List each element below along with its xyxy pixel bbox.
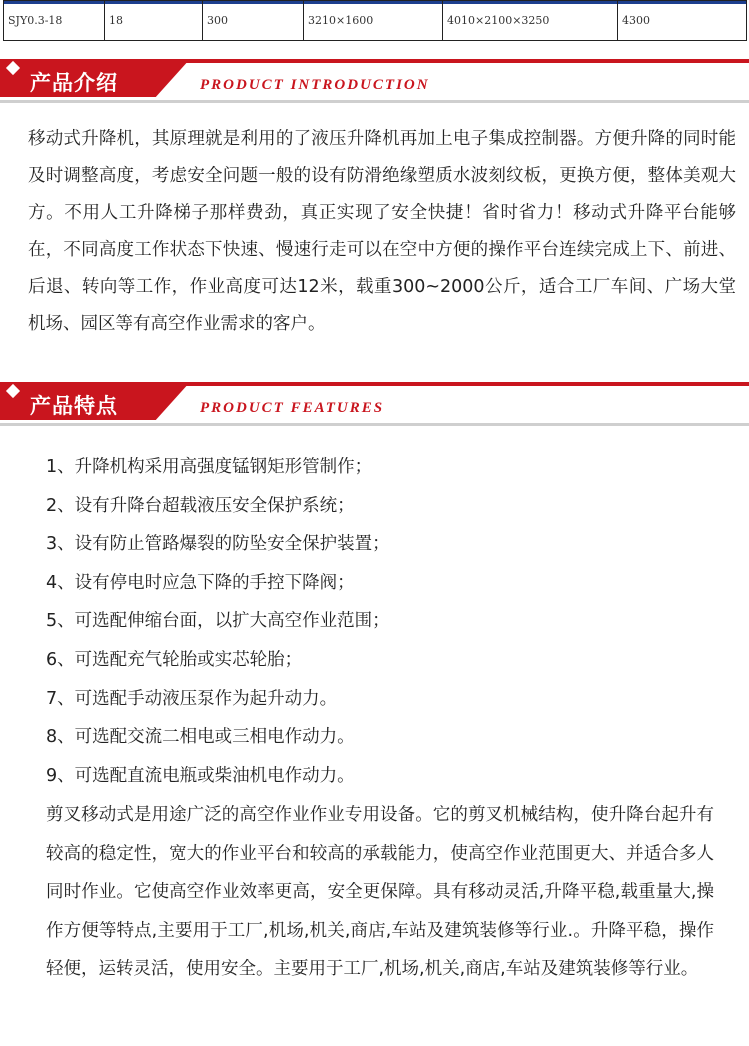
list-item: 1、升降机构采用高强度锰钢矩形管制作；: [46, 457, 373, 477]
table-cell-platform: 3210×1600: [304, 1, 443, 41]
features-paragraph: 剪叉移动式是用途广泛的高空作业作业专用设备。它的剪叉机械结构，使升降台起升有较高的稳定性，宽大的作业平台和较高的承载能力，使高空作业范围更大、并适合多人同时作业。它使高空作业效率更高，安全更保障。具有移动灵活,升降平稳,载重量大,操作方便等特点,主要用于工厂,机场,机关,商店,车站及建筑装修等行业.。升降平稳，操作轻便，运转灵活，使用安全。主要用于工厂,机场,机关,商店,车站及建筑装修等行业。: [46, 805, 714, 979]
section-subtitle: PRODUCT INTRODUCTION: [200, 77, 430, 93]
table-cell-model: SJY0.3-18: [4, 1, 105, 41]
section-title: 产品介绍: [30, 70, 118, 95]
list-item: 6、可选配充气轮胎或实芯轮胎；: [46, 649, 303, 670]
spec-table: [3, 0, 747, 41]
list-item: 5、可选配伸缩台面，以扩大高空作业范围；: [46, 611, 390, 632]
table-cell-height: 18: [105, 1, 203, 41]
header-gray-line: [0, 100, 749, 103]
intro-paragraph: 移动式升降机，其原理就是利用的了液压升降机再加上电子集成控制器。方便升降的同时能及时调整高度，考虑安全问题一般的设有防滑绝缘塑质水波刻纹板，更换方便，整体美观大方。不用人工升降梯子那样费劲，真正实现了安全快捷！省时省力！移动式升降平台能够在，不同高度工作状态下快速、慢速行走可以在空中方便的操作平台连续完成上下、前进、后退、转向等工作，作业高度可达12米，载重300~2000公斤，适合工厂车间、广场大堂机场、园区等有高空作业需求的客户。: [28, 129, 736, 334]
intro-section-header: [0, 59, 749, 103]
list-item: 2、设有升降台超载液压安全保护系统；: [46, 495, 355, 516]
list-item: 8、可选配交流二相电或三相电作动力。: [46, 727, 355, 748]
table-cell-weight: 4300: [618, 1, 747, 41]
table-row: [4, 1, 747, 41]
list-item: 3、设有防止管路爆裂的防坠安全保护装置；: [46, 534, 390, 555]
list-item: 9、可选配直流电瓶或柴油机电作动力。: [46, 765, 355, 786]
features-section-header: [0, 382, 749, 426]
header-gray-line: [0, 423, 749, 426]
features-list: [46, 448, 390, 795]
table-cell-load: 300: [203, 1, 304, 41]
section-subtitle: PRODUCT FEATURES: [200, 400, 385, 416]
list-item: 7、可选配手动液压泵作为起升动力。: [46, 688, 338, 709]
list-item: 4、设有停电时应急下降的手控下降阀；: [46, 572, 355, 593]
section-title: 产品特点: [30, 393, 118, 418]
table-cell-dimensions: 4010×2100×3250: [443, 1, 618, 41]
